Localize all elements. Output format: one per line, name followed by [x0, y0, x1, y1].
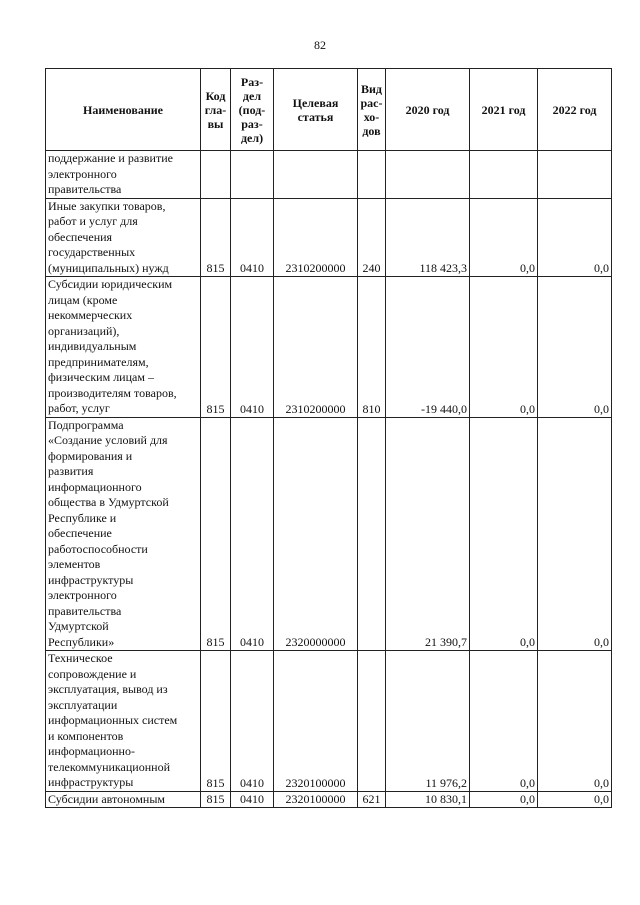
row-2022: 0,0 [538, 417, 612, 651]
budget-table [45, 68, 612, 808]
row-name: Субсидии автономным [46, 791, 201, 808]
row-section: 0410 [231, 651, 274, 792]
row-kind [358, 151, 386, 199]
row-name: поддержание и развитие электронного правительства [46, 151, 201, 199]
row-code [201, 151, 231, 199]
table-row [46, 417, 612, 651]
row-2022: 0,0 [538, 198, 612, 277]
row-section: 0410 [231, 417, 274, 651]
row-target [274, 151, 358, 199]
table-row [46, 151, 612, 199]
row-target: 2320000000 [274, 417, 358, 651]
row-2022: 0,0 [538, 791, 612, 808]
header-target: Целевая статья [274, 69, 358, 151]
row-kind: 240 [358, 198, 386, 277]
row-section: 0410 [231, 791, 274, 808]
row-code: 815 [201, 651, 231, 792]
row-2021: 0,0 [470, 277, 538, 418]
row-2020: 21 390,7 [386, 417, 470, 651]
row-2020: -19 440,0 [386, 277, 470, 418]
row-2021: 0,0 [470, 651, 538, 792]
header-section: Раз- дел (под- раз- дел) [231, 69, 274, 151]
header-name: Наименование [46, 69, 201, 151]
table-row [46, 651, 612, 792]
header-kind: Вид рас- хо- дов [358, 69, 386, 151]
row-code: 815 [201, 791, 231, 808]
row-2022: 0,0 [538, 651, 612, 792]
table-row [46, 198, 612, 277]
row-2022: 0,0 [538, 277, 612, 418]
header-2021: 2021 год [470, 69, 538, 151]
row-code: 815 [201, 417, 231, 651]
page-number: 82 [314, 38, 326, 52]
row-kind [358, 417, 386, 651]
row-target: 2320100000 [274, 651, 358, 792]
row-2021 [470, 151, 538, 199]
header-code: Код гла- вы [201, 69, 231, 151]
row-2020: 10 830,1 [386, 791, 470, 808]
row-kind: 810 [358, 277, 386, 418]
header-2022: 2022 год [538, 69, 612, 151]
row-2021: 0,0 [470, 198, 538, 277]
row-kind [358, 651, 386, 792]
table-row [46, 791, 612, 808]
row-section [231, 151, 274, 199]
row-target: 2310200000 [274, 277, 358, 418]
row-name: Иные закупки товаров, работ и услуг для обеспечения государственных (муниципальных) нужд [46, 198, 201, 277]
row-target: 2310200000 [274, 198, 358, 277]
header-2020: 2020 год [386, 69, 470, 151]
row-2021: 0,0 [470, 417, 538, 651]
row-section: 0410 [231, 198, 274, 277]
row-code: 815 [201, 277, 231, 418]
row-2020: 11 976,2 [386, 651, 470, 792]
row-name: Субсидии юридическим лицам (кроме некоммерческих организаций), индивидуальным предпринимателям, физическим лицам – производителям товаров, работ, услуг [46, 277, 201, 418]
row-2022 [538, 151, 612, 199]
row-target: 2320100000 [274, 791, 358, 808]
row-name: Подпрограмма «Создание условий для формирования и развития информационного общества в Удмуртской Республике и обеспечение работоспособности элементов инфраструктуры электронного правительства Удмуртской Республики» [46, 417, 201, 651]
table-row [46, 277, 612, 418]
header-row [46, 69, 612, 151]
row-section: 0410 [231, 277, 274, 418]
row-kind: 621 [358, 791, 386, 808]
row-code: 815 [201, 198, 231, 277]
row-name: Техническое сопровождение и эксплуатация, вывод из эксплуатации информационных систем и компонентов информационно- телекоммуникационной инфраструктуры [46, 651, 201, 792]
row-2021: 0,0 [470, 791, 538, 808]
row-2020 [386, 151, 470, 199]
row-2020: 118 423,3 [386, 198, 470, 277]
